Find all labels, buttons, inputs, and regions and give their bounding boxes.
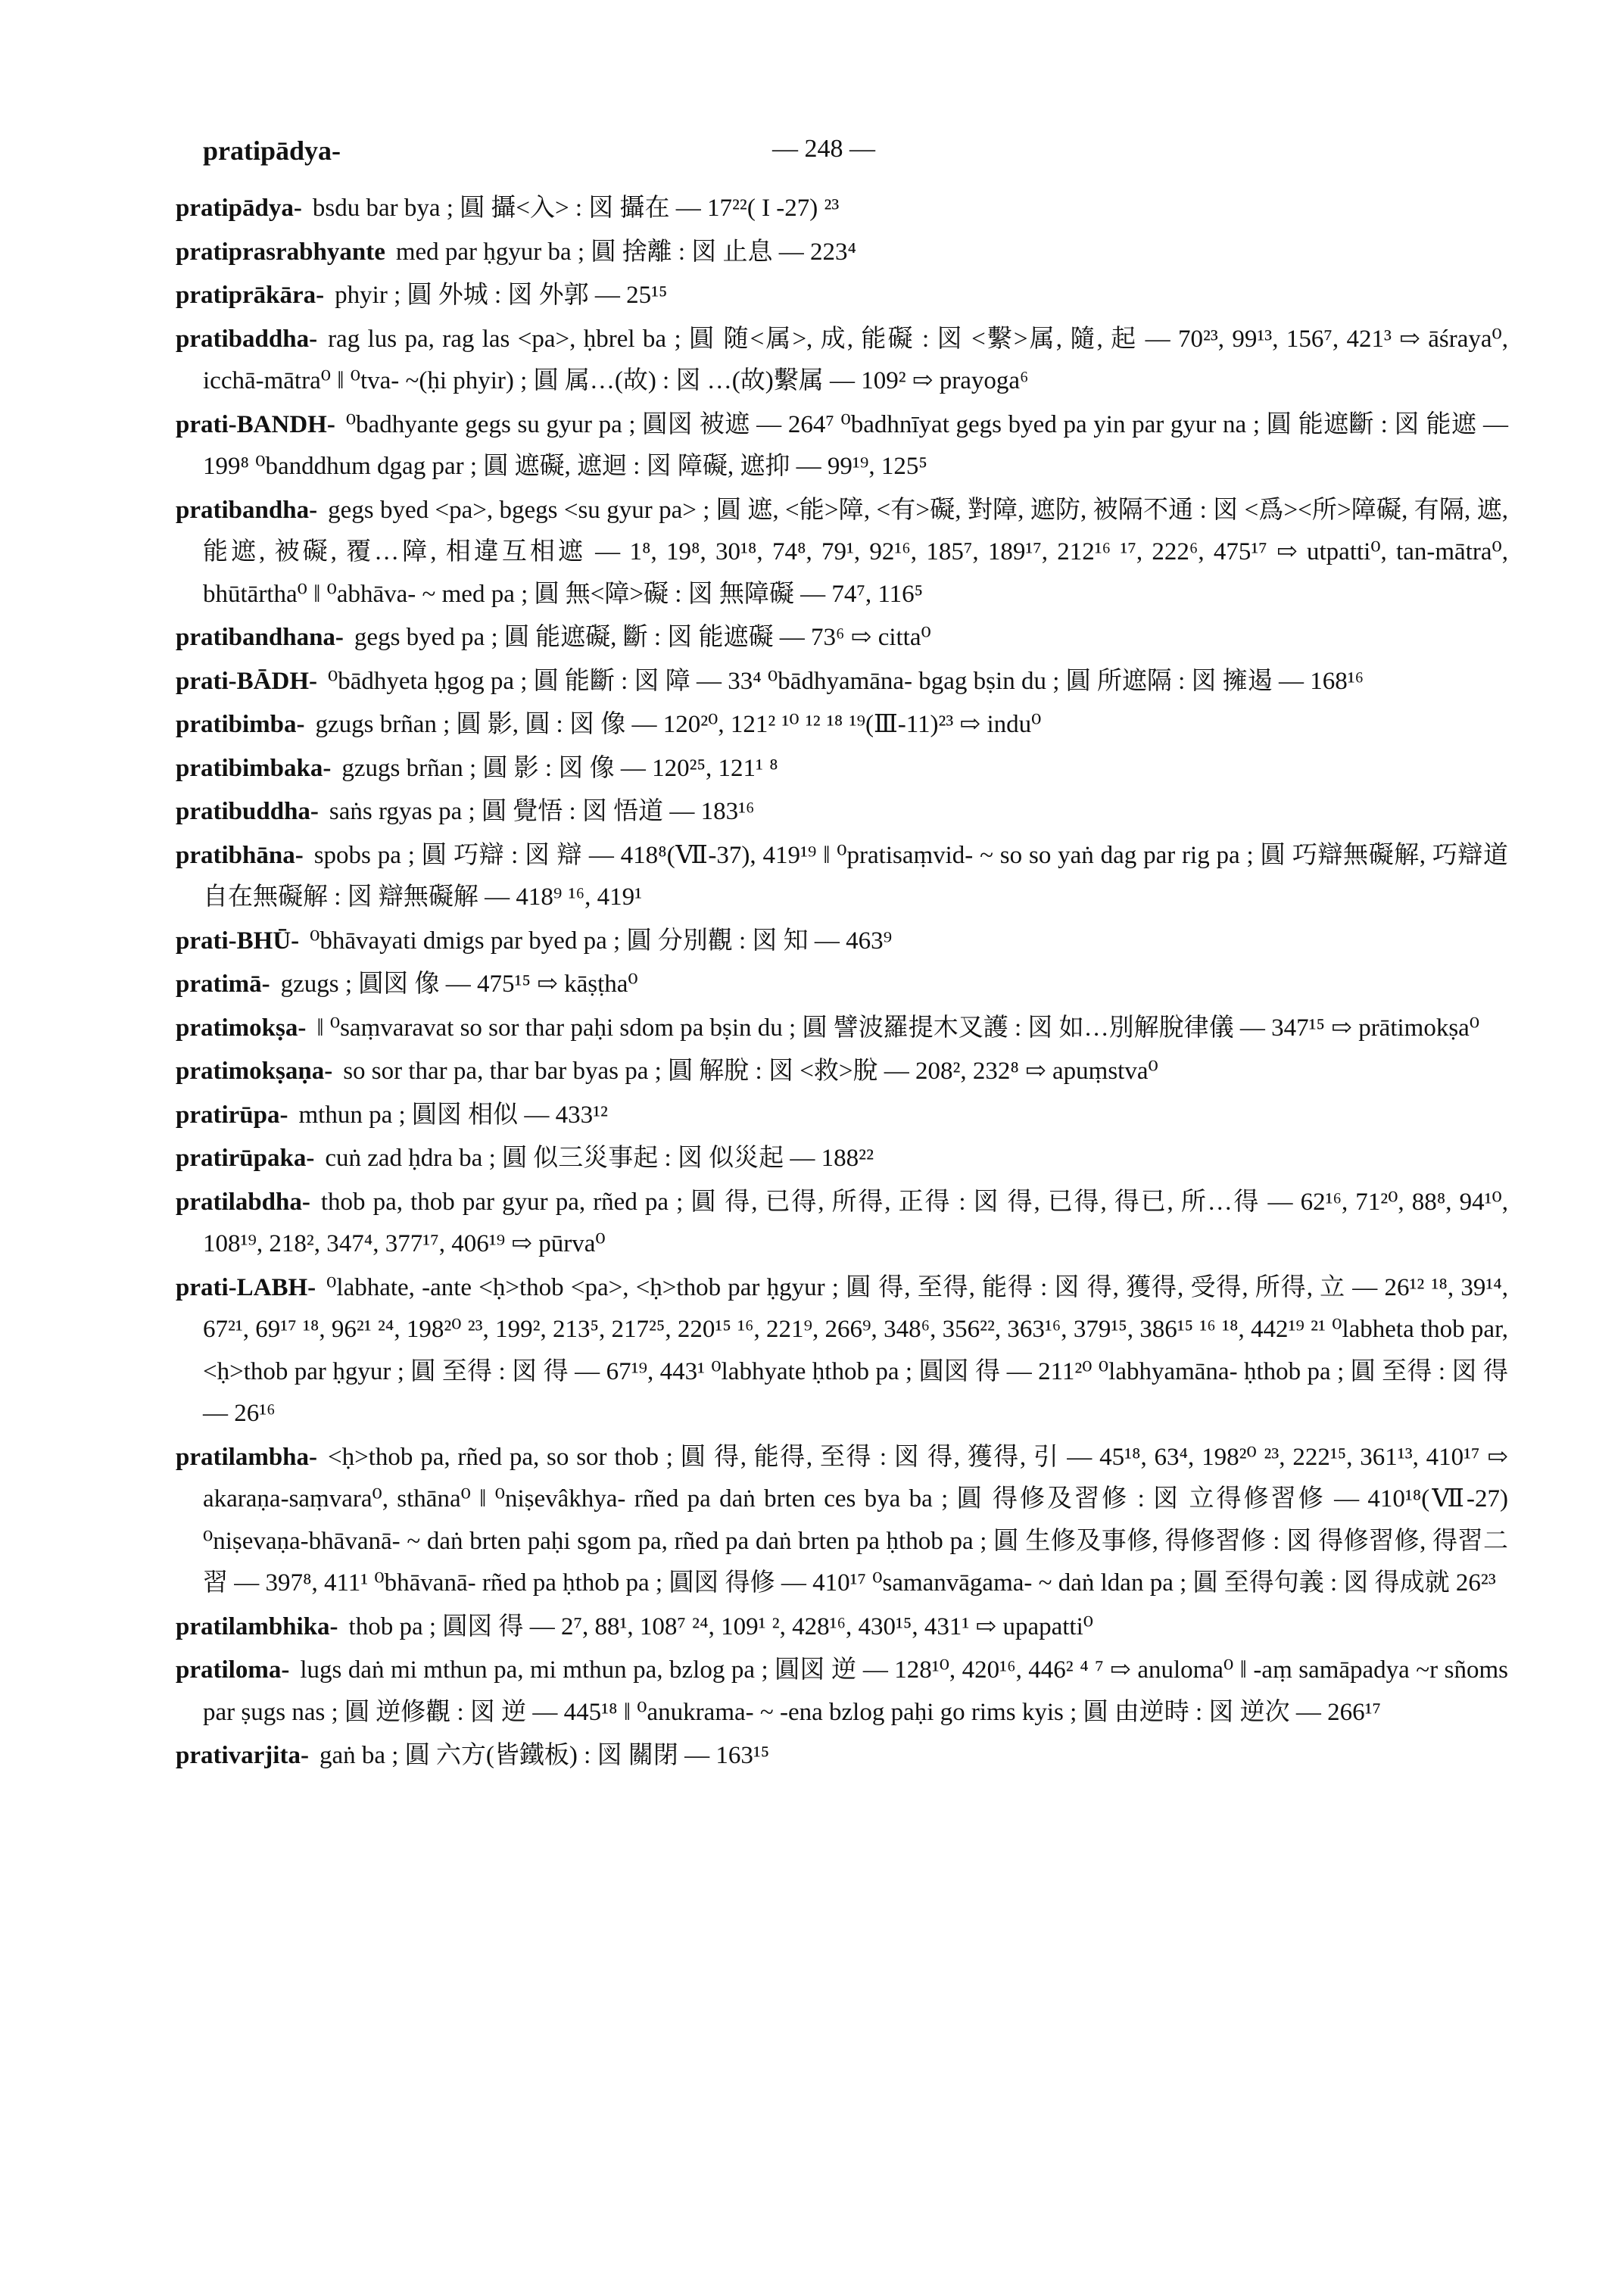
entry-body: gzugs brñan ; 圓 影, 圓 : 図 像 — 120²⁰, 121² ¹⁰ ¹² ¹⁸ ¹⁹(Ⅲ-11)²³ ⇨ indu⁰ [315, 711, 1042, 738]
dictionary-entry [176, 748, 1508, 790]
entry-headword: pratibandha- [176, 496, 318, 524]
entry-headword: pratimokṣa- [176, 1014, 307, 1042]
dictionary-entry [176, 1650, 1508, 1734]
entry-body: thob pa ; 圓図 得 — 2⁷, 88¹, 108⁷ ²⁴, 109¹ ², 428¹⁶, 430¹⁵, 431¹ ⇨ upapatti⁰ [348, 1612, 1093, 1640]
entry-body: ⁰bhāvayati dmigs par byed pa ; 圓 分別觀 : 図 知 — 463⁹ [310, 927, 893, 955]
dictionary-entry [176, 661, 1508, 703]
entry-body: gzugs brñan ; 圓 影 : 図 像 — 120²⁵, 121¹ ⁸ [341, 754, 778, 782]
entry-headword: prativarjita- [176, 1742, 309, 1769]
dictionary-entry [176, 1008, 1508, 1050]
entry-headword: pratilambhika- [176, 1612, 338, 1640]
dictionary-entry [176, 964, 1508, 1006]
entry-headword: prati-BĀDH- [176, 667, 317, 695]
entry-headword: pratimā- [176, 970, 270, 998]
entry-body: cuṅ zad ḥdra ba ; 圓 似三災事起 : 図 似災起 — 188²² [325, 1145, 874, 1172]
dictionary-entry [176, 1267, 1508, 1435]
entry-headword: prati-LABH- [176, 1273, 316, 1301]
entry-body: mthun pa ; 圓図 相似 — 433¹² [298, 1101, 608, 1129]
entry-body: ⁰badhyante gegs su gyur pa ; 圓図 被遮 — 264⁷ ⁰badhnīyat gegs byed pa yin par gyur na ; 圓 能遮斷 : 図 能遮 — 199⁸ ⁰banddhum dgag par ; 圓 遮礙, 遮迴 : 図 障礙, 遮抑 — 99¹⁹, 125⁵ [203, 410, 1508, 480]
dictionary-entry [176, 188, 1508, 230]
running-head: pratipādya- [203, 136, 341, 166]
entry-headword: pratibuddha- [176, 798, 319, 825]
page-number: — 248 — [772, 135, 875, 163]
entry-headword: pratibimba- [176, 711, 305, 738]
dictionary-entry [176, 1437, 1508, 1605]
entry-body: gaṅ ba ; 圓 六方(皆鐵板) : 図 關閉 — 163¹⁵ [319, 1742, 770, 1769]
entry-headword: pratilabdha- [176, 1188, 310, 1216]
entry-headword: prati-BHŪ- [176, 927, 300, 955]
entry-body: spobs pa ; 圓 巧辯 : 図 辯 — 418⁸(Ⅶ-37), 419¹⁹ ‖ ⁰pratisaṃvid- ~ so so yaṅ dag par rig pa ; 圓 巧辯無礙解, 巧辯道自在無礙解 : 図 辯無礙解 — 418⁹ ¹⁶, 419¹ [203, 841, 1508, 911]
entry-body: rag lus pa, rag las <pa>, ḥbrel ba ; 圓 随<属>, 成, 能礙 : 図 <繫>属, 隨, 起 — 70²³, 99¹³, 156⁷, 421³ ⇨ āśraya⁰, icchā-mātra⁰ ‖ ⁰tva- ~(ḥi phyir) ; 圓 属…(故) : 図 …(故)繫属 — 109² ⇨ prayoga⁶ [203, 325, 1508, 394]
entry-headword: pratirūpa- [176, 1101, 288, 1129]
dictionary-entry [176, 1095, 1508, 1137]
dictionary-entry [176, 1051, 1508, 1093]
entry-body: ⁰bādhyeta ḥgog pa ; 圓 能斷 : 図 障 — 33⁴ ⁰bādhyamāna- bgag bṣin du ; 圓 所遮隔 : 図 擁遏 — 168¹⁶ [327, 667, 1364, 695]
entry-headword: pratiprākāra- [176, 282, 325, 309]
dictionary-entry [176, 791, 1508, 833]
entry-headword: pratibaddha- [176, 325, 318, 353]
entry-headword: pratilambha- [176, 1443, 318, 1471]
entry-headword: pratipādya- [176, 195, 302, 222]
entry-headword: prati-BANDH- [176, 410, 335, 438]
entry-body: phyir ; 圓 外城 : 図 外郭 — 25¹⁵ [335, 282, 668, 309]
entry-body: gegs byed pa ; 圓 能遮礙, 斷 : 図 能遮礙 — 73⁶ ⇨ citta⁰ [354, 624, 931, 651]
entry-headword: pratiprasrabhyante [176, 238, 385, 266]
entry-headword: pratirūpaka- [176, 1145, 315, 1172]
dictionary-entry [176, 1606, 1508, 1649]
dictionary-entry [176, 319, 1508, 403]
dictionary-entry [176, 921, 1508, 963]
dictionary-entry [176, 704, 1508, 746]
entry-body: gzugs ; 圓図 像 — 475¹⁵ ⇨ kāṣṭha⁰ [280, 970, 638, 998]
entry-body: lugs daṅ mi mthun pa, mi mthun pa, bzlog pa ; 圓図 逆 — 128¹⁰, 420¹⁶, 446² ⁴ ⁷ ⇨ anuloma⁰ ‖ -aṃ samāpadya ~r sñoms par ṣugs nas ; 圓 逆修觀 : 図 逆 — 445¹⁸ ‖ ⁰anukrama- ~ -ena bzlog paḥi go rims kyis ; 圓 由逆時 : 図 逆次 — 266¹⁷ [203, 1656, 1508, 1726]
dictionary-entry [176, 1138, 1508, 1180]
entry-body: gegs byed <pa>, bgegs <su gyur pa> ; 圓 遮, <能>障, <有>礙, 對障, 遮防, 被隔不通 : 図 <爲><所>障礙, 有隔, 遮, 能遮, 被礙, 覆…障, 相違互相遮 — 1⁸, 19⁸, 30¹⁸, 74⁸, 79¹, 92¹⁶, 185⁷, 189¹⁷, 212¹⁶ ¹⁷, 222⁶, 475¹⁷ ⇨ utpatti⁰, tan-mātra⁰, bhūtārtha⁰ ‖ ⁰abhāva- ~ med pa ; 圓 無<障>礙 : 図 無障礙 — 74⁷, 116⁵ [203, 496, 1508, 608]
entry-headword: pratibhāna- [176, 841, 304, 869]
entry-headword: pratibimbaka- [176, 754, 332, 782]
dictionary-entry [176, 1735, 1508, 1777]
entry-body: ‖ ⁰saṃvaravat so sor thar paḥi sdom pa bṣin du ; 圓 譬波羅提木叉護 : 図 如…別解脫律儀 — 347¹⁵ ⇨ prātimokṣa⁰ [316, 1014, 1480, 1042]
entry-list [176, 188, 1508, 1779]
dictionary-entry [176, 490, 1508, 616]
entry-body: so sor thar pa, thar bar byas pa ; 圓 解脫 : 図 <救>脫 — 208², 232⁸ ⇨ apuṃstva⁰ [343, 1058, 1158, 1085]
dictionary-entry [176, 617, 1508, 659]
dictionary-entry [176, 835, 1508, 919]
entry-body: bsdu bar bya ; 圓 攝<入> : 図 攝在 — 17²²( I -27) ²³ [312, 195, 840, 222]
entry-body: thob pa, thob par gyur pa, rñed pa ; 圓 得, 已得, 所得, 正得 : 図 得, 已得, 得已, 所…得 — 62¹⁶, 71²⁰, 88⁸, 94¹⁰, 108¹⁹, 218², 347⁴, 377¹⁷, 406¹⁹ ⇨ pūrva⁰ [203, 1188, 1508, 1257]
entry-body: <ḥ>thob pa, rñed pa, so sor thob ; 圓 得, 能得, 至得 : 図 得, 獲得, 引 — 45¹⁸, 63⁴, 198²⁰ ²³, 222¹⁵, 361¹³, 410¹⁷ ⇨ akaraṇa-saṃvara⁰, sthāna⁰ ‖ ⁰niṣevâkhya- rñed pa daṅ brten ces bya ba ; 圓 得修及習修 : 図 立得修習修 — 410¹⁸(Ⅶ-27) ⁰niṣevaṇa-bhāvanā- ~ daṅ brten paḥi sgom pa, rñed pa daṅ brten pa ḥthob pa ; 圓 生修及事修, 得修習修 : 図 得修習修, 得習二習 — 397⁸, 411¹ ⁰bhāvanā- rñed pa ḥthob pa ; 圓図 得修 — 410¹⁷ ⁰samanvāgama- ~ daṅ ldan pa ; 圓 至得句義 : 図 得成就 26²³ [203, 1443, 1509, 1597]
entry-body: med par ḥgyur ba ; 圓 捨離 : 図 止息 — 223⁴ [395, 238, 857, 266]
entry-body: ⁰labhate, -ante <ḥ>thob <pa>, <ḥ>thob par ḥgyur ; 圓 得, 至得, 能得 : 図 得, 獲得, 受得, 所得, 立 — 26¹² ¹⁸, 39¹⁴, 67²¹, 69¹⁷ ¹⁸, 96²¹ ²⁴, 198²⁰ ²³, 199², 213⁵, 217²⁵, 220¹⁵ ¹⁶, 221⁹, 266⁹, 348⁶, 356²², 363¹⁶, 379¹⁵, 386¹⁵ ¹⁶ ¹⁸, 442¹⁹ ²¹ ⁰labheta thob par, <ḥ>thob par ḥgyur ; 圓 至得 : 図 得 — 67¹⁹, 443¹ ⁰labhyate ḥthob pa ; 圓図 得 — 211²⁰ ⁰labhyamāna- ḥthob pa ; 圓 至得 : 図 得 — 26¹⁶ [203, 1273, 1508, 1427]
entry-body: saṅs rgyas pa ; 圓 覺悟 : 図 悟道 — 183¹⁶ [329, 798, 755, 825]
dictionary-entry [176, 404, 1508, 488]
dictionary-entry [176, 1182, 1508, 1266]
entry-headword: pratibandhana- [176, 624, 344, 651]
entry-headword: pratiloma- [176, 1656, 290, 1684]
entry-headword: pratimokṣaṇa- [176, 1058, 333, 1085]
dictionary-entry [176, 275, 1508, 317]
dictionary-entry [176, 232, 1508, 274]
